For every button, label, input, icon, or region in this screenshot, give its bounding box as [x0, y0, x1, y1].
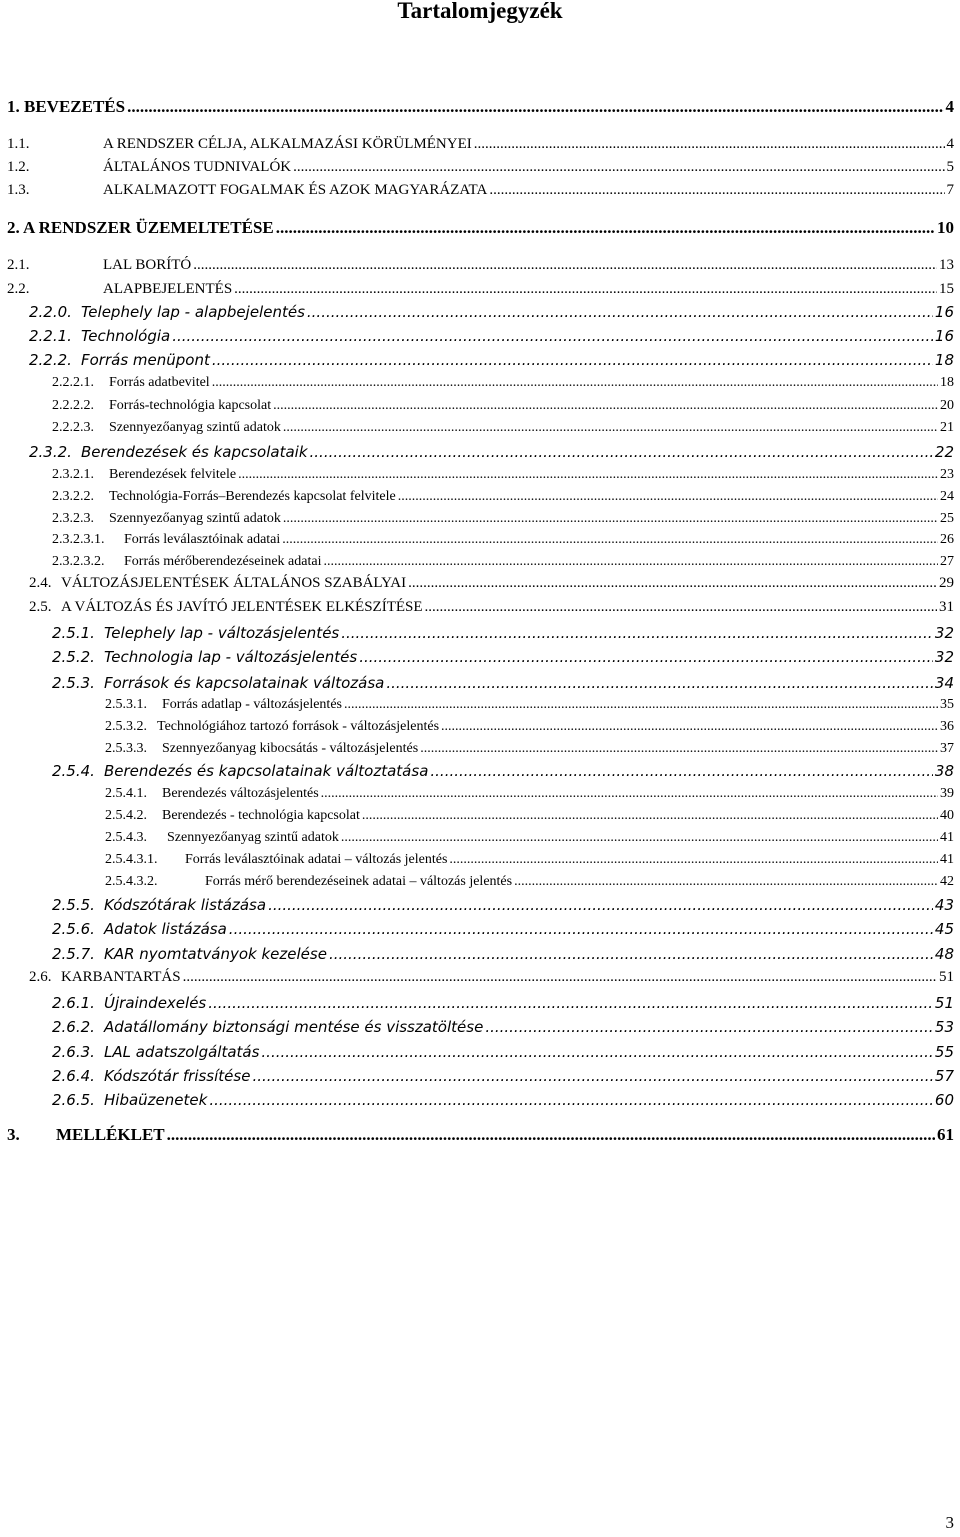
toc-entry-number: 2.3.2.1.: [52, 467, 94, 482]
toc-entry-number: 2.6.4.: [52, 1067, 95, 1085]
toc-entry-label: LAL BORÍTÓ: [103, 257, 192, 273]
toc-entry-page: 41: [940, 852, 954, 867]
toc-entry-title: [105, 830, 339, 846]
toc-entry[interactable]: [7, 218, 954, 238]
toc-entry-title: [52, 1067, 250, 1085]
toc-leader-dots: [386, 674, 933, 692]
toc-entry-title: [52, 420, 281, 436]
toc-entry-number: 2.3.2.3.2.: [52, 554, 105, 569]
toc-entry-title: [52, 624, 339, 642]
toc-entry-label: Adatállomány biztonsági mentése és visszatöltése: [104, 1018, 484, 1036]
toc-entry[interactable]: [52, 648, 954, 666]
toc-entry[interactable]: [7, 281, 954, 298]
toc-leader-dots: [430, 762, 933, 780]
toc-entry-number: 2.2.2.2.: [52, 398, 94, 413]
toc-entry-page: 25: [940, 511, 954, 526]
toc-entry[interactable]: [105, 786, 954, 802]
toc-entry-title: [105, 786, 319, 802]
toc-entry-number: 2.5.5.: [52, 896, 95, 914]
toc-entry-title: [52, 896, 266, 914]
toc-leader-dots: [283, 420, 938, 436]
toc-entry-page: 42: [940, 874, 954, 889]
toc-entry-number: 2.6.5.: [52, 1091, 95, 1109]
toc-entry-title: [105, 719, 439, 735]
toc-entry-number: 1. BEVEZETÉS: [7, 97, 126, 116]
toc-entry[interactable]: [52, 467, 954, 483]
toc-entry-label: Berendezés és kapcsolatainak változtatása: [104, 762, 429, 780]
toc-entry-title: [52, 554, 321, 570]
toc-entry-label: MELLÉKLET: [56, 1125, 165, 1144]
toc-entry-label: Kódszótár frissítése: [104, 1067, 251, 1085]
toc-entry-page: 5: [946, 159, 954, 175]
toc-entry-number: 2.5.3.2.: [105, 719, 147, 734]
toc-entry-title: [29, 443, 308, 461]
toc-entry-title: [52, 467, 236, 483]
toc-entry-label: Forrás leválasztóinak adatai: [124, 532, 281, 547]
toc-entry-title: [52, 532, 280, 548]
toc-entry[interactable]: [105, 719, 954, 735]
toc-entry[interactable]: [52, 489, 954, 505]
toc-leader-dots: [362, 808, 938, 824]
toc-leader-dots: [282, 532, 938, 548]
toc-leader-dots: [310, 443, 933, 461]
toc-entry-number: 2.5.4.2.: [105, 808, 147, 823]
toc-entry[interactable]: [105, 808, 954, 824]
toc-entry-label: Szennyezőanyag szintű adatok: [167, 830, 339, 845]
toc-entry-number: 2.5.3.3.: [105, 741, 147, 756]
toc-entry-number: 2.5.4.: [52, 762, 95, 780]
toc-entry-title: [7, 1125, 165, 1145]
toc-entry-page: 57: [934, 1067, 954, 1085]
toc-entry-label: LAL adatszolgáltatás: [104, 1043, 260, 1061]
toc-entry-page: 32: [934, 648, 954, 666]
toc-entry[interactable]: [52, 554, 954, 570]
toc-entry-label: Forrás mérőberendezéseinek adatai: [124, 554, 322, 569]
toc-entry-page: 27: [940, 554, 954, 569]
toc-entry[interactable]: [52, 420, 954, 436]
toc-entry-page: 29: [939, 575, 954, 591]
toc-entry-page: 31: [939, 599, 954, 615]
toc-entry-label: Technológiához tartozó források - változásjelentés: [157, 719, 440, 734]
toc-leader-dots: [238, 467, 938, 483]
toc-entry[interactable]: [52, 945, 954, 963]
toc-entry-title: [52, 1091, 207, 1109]
toc-entry[interactable]: [52, 1067, 954, 1085]
toc-entry[interactable]: [52, 398, 954, 414]
toc-entry-page: 16: [934, 327, 954, 345]
toc-entry-title: [52, 762, 428, 780]
toc-entry[interactable]: [7, 182, 954, 199]
toc-leader-dots: [172, 327, 933, 345]
toc-entry-title: [52, 674, 384, 692]
toc-entry-title: [52, 375, 210, 391]
toc-entry[interactable]: [7, 1125, 954, 1145]
toc-entry[interactable]: [52, 896, 954, 914]
toc-entry[interactable]: [7, 97, 954, 117]
toc-entry-number: 2.5.: [29, 599, 52, 615]
toc-entry-title: [52, 489, 396, 505]
toc-entry-page: 4: [945, 97, 954, 116]
toc-entry-page: 55: [934, 1043, 954, 1061]
toc-entry-label: Berendezés változásjelentés: [162, 786, 319, 801]
toc-entry-number: 2.5.4.1.: [105, 786, 147, 801]
toc-leader-dots: [208, 994, 933, 1012]
toc-entry[interactable]: [7, 136, 954, 153]
toc-entry-label: Szennyezőanyag kibocsátás - változásjelentés: [162, 741, 419, 756]
toc-entry-page: 40: [940, 808, 954, 823]
toc-entry-label: Adatok listázása: [104, 920, 227, 938]
toc-entry-title: [29, 327, 170, 345]
toc-entry-title: [7, 159, 291, 176]
toc-entry[interactable]: [105, 741, 954, 757]
toc-entry-title: [7, 136, 472, 153]
toc-leader-dots: [252, 1067, 932, 1085]
toc-entry-title: [52, 945, 327, 963]
toc-entry-page: 35: [940, 697, 954, 712]
toc-entry-label: Források és kapcsolatainak változása: [104, 674, 385, 692]
toc-entry-page: 18: [940, 375, 954, 390]
toc-entry-number: 2.5.1.: [52, 624, 95, 642]
toc-leader-dots: [261, 1043, 933, 1061]
toc-entry-title: [52, 511, 281, 527]
toc-entry[interactable]: [29, 443, 954, 461]
toc-entry-title: [52, 994, 206, 1012]
toc-entry[interactable]: [52, 994, 954, 1012]
toc-entry-page: 23: [940, 467, 954, 482]
toc-entry-label: Berendezés - technológia kapcsolat: [162, 808, 360, 823]
toc-entry-number: 2.5.2.: [52, 648, 95, 666]
toc-entry-label: Berendezések felvitele: [109, 467, 237, 482]
toc-entry[interactable]: [105, 874, 954, 890]
toc-leader-dots: [420, 741, 938, 757]
toc-entry-number: 2.2.2.1.: [52, 375, 94, 390]
toc-leader-dots: [276, 218, 935, 238]
toc-leader-dots: [425, 599, 937, 616]
toc-entry-number: 2.6.1.: [52, 994, 95, 1012]
toc-entry-number: 1.3.: [7, 182, 30, 198]
toc-leader-dots: [344, 697, 938, 713]
toc-entry-page: 4: [946, 136, 954, 152]
toc-entry-title: [29, 351, 210, 369]
toc-leader-dots: [321, 786, 938, 802]
toc-entry-page: 24: [940, 489, 954, 504]
toc-entry-number: 2.5.4.3.2.: [105, 874, 158, 889]
toc-entry[interactable]: [7, 159, 954, 176]
toc-leader-dots: [229, 920, 933, 938]
toc-entry[interactable]: [29, 575, 954, 592]
toc-entry[interactable]: [52, 532, 954, 548]
page-number: 3: [945, 1513, 954, 1532]
toc-entry[interactable]: [52, 375, 954, 391]
toc-entry-number: 1.2.: [7, 159, 30, 175]
toc-entry-page: 45: [934, 920, 954, 938]
toc-entry-label: Technológia: [81, 327, 171, 345]
toc-entry-label: VÁLTOZÁSJELENTÉSEK ÁLTALÁNOS SZABÁLYAI: [61, 575, 407, 591]
toc-entry-label: Technologia lap - változásjelentés: [104, 648, 358, 666]
toc-leader-dots: [514, 874, 938, 890]
toc-entry[interactable]: [52, 1018, 954, 1036]
toc-entry-label: KARBANTARTÁS: [61, 969, 181, 985]
toc-entry-label: Telephely lap - változásjelentés: [104, 624, 340, 642]
toc-entry-label: Forrás mérő berendezéseinek adatai – változás jelentés: [205, 874, 513, 889]
toc-entry-label: Szennyezőanyag szintű adatok: [109, 420, 281, 435]
toc-entry-title: [7, 182, 487, 199]
toc-entry-number: 1.1.: [7, 136, 30, 152]
toc-entry-label: Technológia-Forrás–Berendezés kapcsolat felvitele: [109, 489, 396, 504]
toc-entry-title: [105, 808, 360, 824]
toc-entry[interactable]: [52, 1091, 954, 1109]
toc-entry-title: [52, 1043, 259, 1061]
toc-entry-label: Telephely lap - alapbejelentés: [81, 303, 305, 321]
toc-entry-page: 13: [939, 257, 954, 273]
toc-entry-number: 2.2.1.: [29, 327, 72, 345]
toc-entry-page: 34: [934, 674, 954, 692]
toc-entry-title: [7, 97, 125, 117]
toc-leader-dots: [293, 159, 944, 176]
toc-entry[interactable]: [52, 511, 954, 527]
toc-entry-title: [105, 852, 447, 868]
toc-entry-page: 32: [934, 624, 954, 642]
toc-entry[interactable]: [29, 351, 954, 369]
toc-entry-title: [105, 697, 342, 713]
toc-leader-dots: [398, 489, 938, 505]
toc-entry-number: 2.6.2.: [52, 1018, 95, 1036]
toc-leader-dots: [209, 1091, 933, 1109]
toc-entry-label: Újraindexelés: [104, 994, 207, 1012]
toc-entry-label: A RENDSZER CÉLJA, ALKALMAZÁSI KÖRÜLMÉNYEI: [103, 136, 472, 152]
toc-leader-dots: [323, 554, 938, 570]
toc-leader-dots: [341, 624, 933, 642]
toc-entry[interactable]: [105, 697, 954, 713]
toc-entry-label: A VÁLTOZÁS ÉS JAVÍTÓ JELENTÉSEK ELKÉSZÍTÉSE: [61, 599, 423, 615]
toc-entry-title: [7, 218, 274, 238]
toc-entry[interactable]: [52, 762, 954, 780]
toc-entry-number: 2.5.4.3.: [105, 830, 147, 845]
toc-entry-label: Forrás menüpont: [81, 351, 210, 369]
toc-entry-title: [29, 303, 305, 321]
toc-leader-dots: [359, 648, 933, 666]
toc-leader-dots: [283, 511, 938, 527]
toc-entry-number: 2.6.: [29, 969, 52, 985]
toc-entry-page: 26: [940, 532, 954, 547]
toc-entry[interactable]: [52, 674, 954, 692]
toc-entry-page: 38: [934, 762, 954, 780]
toc-entry[interactable]: [29, 303, 954, 321]
toc-entry-number: 2.2.2.3.: [52, 420, 94, 435]
toc-entry[interactable]: [52, 1043, 954, 1061]
toc-entry-title: [29, 575, 406, 592]
toc-entry-number: 2.5.7.: [52, 945, 95, 963]
toc-entry-number: 2.4.: [29, 575, 52, 591]
toc-leader-dots: [183, 969, 937, 986]
toc-leader-dots: [341, 830, 938, 846]
toc-leader-dots: [268, 896, 933, 914]
toc-entry-label: Berendezések és kapcsolataik: [81, 443, 308, 461]
toc-entry-page: 41: [940, 830, 954, 845]
toc-leader-dots: [489, 182, 944, 199]
toc-leader-dots: [212, 375, 938, 391]
toc-leader-dots: [234, 281, 937, 298]
toc-entry-number: 2.3.2.: [29, 443, 72, 461]
toc-leader-dots: [167, 1125, 935, 1145]
toc-entry-number: 2.3.2.3.: [52, 511, 94, 526]
toc-entry[interactable]: [52, 920, 954, 938]
toc-entry-number: 2.6.3.: [52, 1043, 95, 1061]
toc-entry-page: 7: [946, 182, 954, 198]
toc-entry[interactable]: [52, 624, 954, 642]
toc-entry-title: [52, 920, 227, 938]
toc-leader-dots: [273, 398, 938, 414]
toc-entry-number: 2.2.2.: [29, 351, 72, 369]
toc-entry-number: 2.5.3.: [52, 674, 95, 692]
toc-entry-label: Forrás adatbevitel: [109, 375, 210, 390]
toc-leader-dots: [449, 852, 938, 868]
toc-entry-number: 2.3.2.3.1.: [52, 532, 105, 547]
toc-leader-dots: [441, 719, 938, 735]
toc-entry-page: 53: [934, 1018, 954, 1036]
toc-entry-number: 2.5.3.1.: [105, 697, 147, 712]
toc-entry-label: Forrás leválasztóinak adatai – változás jelentés: [185, 852, 448, 867]
toc-entry-page: 60: [934, 1091, 954, 1109]
toc-entry[interactable]: [29, 327, 954, 345]
toc-entry-page: 36: [940, 719, 954, 734]
toc-entry-page: 51: [939, 969, 954, 985]
toc-entry-page: 21: [940, 420, 954, 435]
toc-entry-number: 2.5.6.: [52, 920, 95, 938]
toc-entry-number: 2.5.4.3.1.: [105, 852, 158, 867]
toc-entry-number: 2.2.0.: [29, 303, 72, 321]
toc-entry-page: 15: [939, 281, 954, 297]
toc-entry-number: 2.3.2.2.: [52, 489, 94, 504]
toc-entry[interactable]: [105, 830, 954, 846]
toc-entry-title: [52, 1018, 483, 1036]
toc-entry-page: 18: [934, 351, 954, 369]
toc-entry[interactable]: [29, 599, 954, 616]
toc-entry-label: KAR nyomtatványok kezelése: [104, 945, 327, 963]
toc-entry-title: [7, 281, 232, 298]
toc-leader-dots: [127, 97, 943, 117]
toc-entry[interactable]: [29, 969, 954, 986]
toc-entry-number: 2. A RENDSZER ÜZEMELTETÉSE: [7, 218, 274, 237]
toc-entry-title: [29, 969, 181, 986]
toc-entry-title: [52, 398, 271, 414]
toc-leader-dots: [485, 1018, 933, 1036]
toc-leader-dots: [307, 303, 933, 321]
toc-leader-dots: [408, 575, 937, 592]
toc-entry-page: 37: [940, 741, 954, 756]
toc-entry-label: ALAPBEJELENTÉS: [103, 281, 233, 297]
toc-entry[interactable]: [105, 852, 954, 868]
toc-entry-number: 2.2.: [7, 281, 30, 297]
toc-entry-label: Kódszótárak listázása: [104, 896, 267, 914]
toc-entry-title: [105, 874, 512, 890]
toc-entry-page: 16: [934, 303, 954, 321]
toc-entry-page: 22: [934, 443, 954, 461]
toc-leader-dots: [212, 351, 933, 369]
toc-leader-dots: [329, 945, 933, 963]
toc-entry-label: Hibaüzenetek: [104, 1091, 208, 1109]
toc-entry[interactable]: [7, 257, 954, 274]
toc-entry-page: 61: [937, 1125, 954, 1144]
toc-entry-label: ALKALMAZOTT FOGALMAK ÉS AZOK MAGYARÁZATA: [103, 182, 488, 198]
toc-entry-page: 10: [937, 218, 954, 237]
toc-leader-dots: [193, 257, 937, 274]
toc-entry-page: 20: [940, 398, 954, 413]
toc-entry-label: Forrás-technológia kapcsolat: [109, 398, 272, 413]
toc-entry-title: [52, 648, 357, 666]
toc-entry-page: 39: [940, 786, 954, 801]
toc-entry-number: 2.1.: [7, 257, 30, 273]
toc-entry-page: 43: [934, 896, 954, 914]
toc-entry-number: 3.: [7, 1125, 20, 1144]
toc-entry-title: [7, 257, 191, 274]
page-title: Tartalomjegyzék: [397, 0, 563, 23]
toc-entry-label: Szennyezőanyag szintű adatok: [109, 511, 281, 526]
toc-entry-title: [29, 599, 423, 616]
toc-entry-title: [105, 741, 418, 757]
toc-leader-dots: [474, 136, 945, 153]
toc-entry-page: 48: [934, 945, 954, 963]
toc-entry-label: Forrás adatlap - változásjelentés: [162, 697, 342, 712]
toc-entry-page: 51: [934, 994, 954, 1012]
toc-entry-label: ÁLTALÁNOS TUDNIVALÓK: [103, 159, 292, 175]
